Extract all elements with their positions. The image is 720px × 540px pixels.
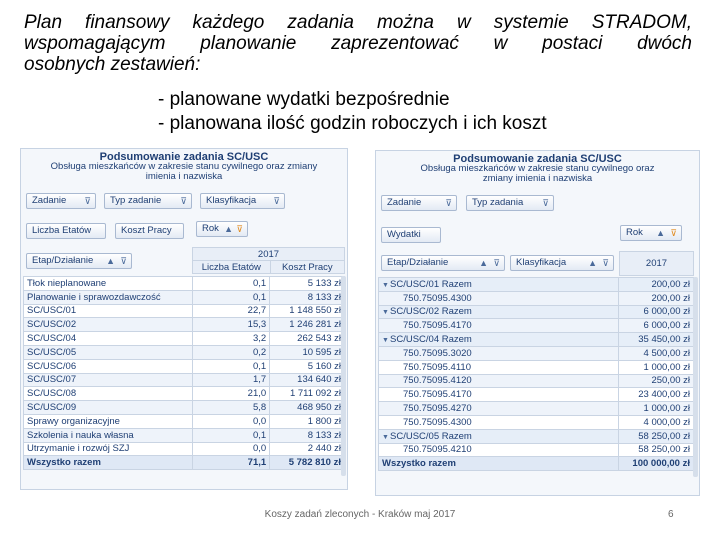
page-number: 6 bbox=[668, 509, 674, 520]
filter-typ-button[interactable] bbox=[466, 195, 554, 211]
table-cell: 200,00 zł bbox=[619, 278, 694, 292]
table-row[interactable] bbox=[24, 456, 345, 470]
table-cell: 15,3 bbox=[192, 318, 269, 332]
table-row[interactable] bbox=[24, 387, 345, 401]
row-label-text: 750.75095.4110 bbox=[403, 361, 471, 373]
button-label: Typ zadanie bbox=[110, 195, 162, 206]
measure-etaty-button[interactable] bbox=[26, 223, 106, 239]
table-row[interactable] bbox=[379, 305, 694, 319]
button-label: Liczba Etatów bbox=[32, 225, 92, 236]
filter-icon: ⊽ bbox=[445, 198, 452, 208]
row-label: SC/USC/02 bbox=[24, 318, 193, 332]
sort-up-icon: ▲ bbox=[588, 258, 597, 268]
table-row[interactable] bbox=[379, 415, 694, 429]
row-label: Sprawy organizacyjne bbox=[24, 414, 193, 428]
table-cell: 10 595 zł bbox=[270, 345, 345, 359]
panel-title-sub: Obsługa mieszkańców w zakresie stanu cywilnego oraz zmiany bbox=[50, 161, 318, 172]
row-label-text: 750.75095.4270 bbox=[403, 403, 472, 415]
row-label-text: 750.75095.3020 bbox=[403, 347, 472, 359]
column-header-table bbox=[619, 251, 694, 276]
table-row[interactable] bbox=[24, 359, 345, 373]
filter-icon: ⊽ bbox=[236, 224, 243, 234]
heading-line: Plan finansowy każdego zadania można w systemie STRADOM, bbox=[24, 12, 692, 33]
row-label: SC/USC/04 bbox=[24, 332, 193, 346]
row-label: SC/USC/08 bbox=[24, 387, 193, 401]
table-cell: 4 000,00 zł bbox=[619, 415, 694, 429]
row-label-text: SC/USC/05 Razem bbox=[390, 430, 472, 442]
row-label bbox=[379, 346, 619, 360]
bullet-list bbox=[158, 88, 547, 136]
row-label: SC/USC/06 bbox=[24, 359, 193, 373]
table-cell: 1 246 281 zł bbox=[270, 318, 345, 332]
year-header: 2017 bbox=[193, 248, 345, 261]
row-label bbox=[379, 319, 619, 333]
row-label-text: SC/USC/01 Razem bbox=[390, 278, 472, 290]
sort-up-icon: ▲ bbox=[479, 258, 488, 268]
row-etap-button[interactable] bbox=[26, 253, 132, 269]
table-cell: 1 000,00 zł bbox=[619, 402, 694, 416]
table-cell: 3,2 bbox=[192, 332, 269, 346]
row-label bbox=[379, 278, 619, 292]
table-cell: 71,1 bbox=[192, 456, 269, 470]
table-row[interactable] bbox=[24, 318, 345, 332]
filter-klasyfikacja-button[interactable] bbox=[200, 193, 285, 209]
table-row[interactable] bbox=[24, 414, 345, 428]
row-label-text: SC/USC/02 Razem bbox=[390, 306, 472, 318]
bullet-item: - planowana ilość godzin roboczych i ich koszt bbox=[158, 113, 547, 134]
filter-icon: ⊽ bbox=[602, 258, 609, 268]
expenses-pivot-panel bbox=[375, 150, 700, 496]
year-header: 2017 bbox=[620, 252, 694, 276]
filter-typ-button[interactable] bbox=[104, 193, 192, 209]
row-label bbox=[379, 305, 619, 319]
filter-icon: ⊽ bbox=[493, 258, 500, 268]
table-cell: 5 782 810 zł bbox=[270, 456, 345, 470]
table-cell: 0,1 bbox=[192, 290, 269, 304]
button-label: Wydatki bbox=[387, 229, 421, 240]
button-label: Etap/Działanie bbox=[387, 257, 449, 268]
table-row[interactable] bbox=[24, 304, 345, 318]
row-label: SC/USC/01 bbox=[24, 304, 193, 318]
table-cell: 0,2 bbox=[192, 345, 269, 359]
row-label bbox=[379, 402, 619, 416]
filter-zadanie-button[interactable] bbox=[26, 193, 96, 209]
row-label bbox=[379, 443, 619, 457]
row-label bbox=[379, 429, 619, 443]
table-row[interactable] bbox=[379, 402, 694, 416]
button-label: Klasyfikacja bbox=[206, 195, 257, 206]
row-label bbox=[379, 415, 619, 429]
panel-title bbox=[376, 151, 699, 184]
table-cell: 5 160 zł bbox=[270, 359, 345, 373]
table-row[interactable] bbox=[24, 332, 345, 346]
row-label-text: 750.75095.4170 bbox=[403, 389, 472, 401]
table-cell: 4 500,00 zł bbox=[619, 346, 694, 360]
table-cell: 21,0 bbox=[192, 387, 269, 401]
row-label-text: 750.75095.4300 bbox=[403, 416, 472, 428]
panel-title-sub: zmiany imienia i nazwiska bbox=[482, 173, 593, 184]
table-row[interactable] bbox=[379, 346, 694, 360]
button-label: Zadanie bbox=[32, 195, 67, 206]
row-label-text: 750.75095.4120 bbox=[403, 375, 472, 387]
row-label bbox=[379, 457, 619, 471]
table-cell: 8 133 zł bbox=[270, 290, 345, 304]
column-rok-button[interactable] bbox=[620, 225, 682, 241]
table-row[interactable] bbox=[379, 388, 694, 402]
table-cell: 0,1 bbox=[192, 359, 269, 373]
filter-zadanie-button[interactable] bbox=[381, 195, 457, 211]
button-label: Koszt Pracy bbox=[121, 225, 172, 236]
table-cell: 22,7 bbox=[192, 304, 269, 318]
sort-up-icon: ▲ bbox=[656, 228, 665, 238]
row-klasyfikacja-button[interactable] bbox=[510, 255, 614, 271]
collapse-icon[interactable]: ▼ bbox=[382, 337, 389, 345]
row-label: Utrzymanie i rozwój SZJ bbox=[24, 442, 193, 456]
table-row[interactable] bbox=[379, 278, 694, 292]
labor-cost-pivot-panel bbox=[20, 148, 348, 490]
row-label bbox=[379, 388, 619, 402]
button-label: Klasyfikacja bbox=[516, 257, 567, 268]
table-cell: 1,7 bbox=[192, 373, 269, 387]
row-label: Wszystko razem bbox=[24, 456, 193, 470]
vertical-scrollbar[interactable] bbox=[693, 277, 698, 477]
table-row[interactable] bbox=[24, 428, 345, 442]
table-row[interactable] bbox=[379, 443, 694, 457]
table-cell: 0,1 bbox=[192, 428, 269, 442]
column-header-table bbox=[192, 247, 345, 274]
measure-wydatki-button[interactable] bbox=[381, 227, 441, 243]
table-cell: 1 148 550 zł bbox=[270, 304, 345, 318]
table-row[interactable] bbox=[24, 401, 345, 415]
table-cell: 6 000,00 zł bbox=[619, 305, 694, 319]
row-label bbox=[379, 374, 619, 388]
table-cell: 1 711 092 zł bbox=[270, 387, 345, 401]
slide-footer: Koszy zadań zleconych - Kraków maj 2017 bbox=[264, 509, 456, 520]
filter-icon: ⊽ bbox=[273, 196, 280, 206]
table-cell: 134 640 zł bbox=[270, 373, 345, 387]
table-cell: 1 000,00 zł bbox=[619, 360, 694, 374]
vertical-scrollbar[interactable] bbox=[341, 276, 346, 476]
labor-cost-table bbox=[23, 276, 345, 470]
table-cell: 1 800 zł bbox=[270, 414, 345, 428]
expenses-table bbox=[378, 277, 694, 471]
column-rok-button[interactable] bbox=[196, 221, 248, 237]
table-row[interactable] bbox=[379, 333, 694, 347]
table-row[interactable] bbox=[379, 429, 694, 443]
col-header-etaty: Liczba Etatów bbox=[193, 261, 271, 274]
table-row[interactable] bbox=[379, 457, 694, 471]
filter-icon: ⊽ bbox=[84, 196, 91, 206]
row-label: Tłok nieplanowane bbox=[24, 277, 193, 291]
row-label: SC/USC/07 bbox=[24, 373, 193, 387]
row-label-text: 750.75095.4300 bbox=[403, 292, 472, 304]
button-label: Rok bbox=[626, 227, 643, 238]
table-row[interactable] bbox=[379, 360, 694, 374]
table-cell: 23 400,00 zł bbox=[619, 388, 694, 402]
table-cell: 58 250,00 zł bbox=[619, 429, 694, 443]
row-label: SC/USC/09 bbox=[24, 401, 193, 415]
bullet-item: - planowane wydatki bezpośrednie bbox=[158, 89, 450, 110]
heading-line: osobnych zestawień: bbox=[24, 54, 201, 75]
button-label: Typ zadania bbox=[472, 197, 524, 208]
table-cell: 5 133 zł bbox=[270, 277, 345, 291]
button-label: Rok bbox=[202, 223, 219, 234]
table-cell: 0,0 bbox=[192, 442, 269, 456]
row-label-text: 750.75095.4170 bbox=[403, 320, 472, 332]
table-row[interactable] bbox=[24, 345, 345, 359]
row-label-text: SC/USC/04 Razem bbox=[390, 334, 472, 346]
panel-title-main: Podsumowanie zadania SC/USC bbox=[99, 151, 269, 163]
row-label bbox=[379, 333, 619, 347]
row-label bbox=[379, 291, 619, 305]
table-row[interactable] bbox=[379, 319, 694, 333]
table-cell: 58 250,00 zł bbox=[619, 443, 694, 457]
filter-icon: ⊽ bbox=[120, 256, 127, 266]
row-label: Szkolenia i nauka własna bbox=[24, 428, 193, 442]
row-label: Planowanie i sprawozdawczość bbox=[24, 290, 193, 304]
table-cell: 262 543 zł bbox=[270, 332, 345, 346]
button-label: Zadanie bbox=[387, 197, 422, 208]
table-row[interactable] bbox=[379, 291, 694, 305]
slide-heading bbox=[24, 12, 692, 75]
table-row[interactable] bbox=[24, 442, 345, 456]
collapse-icon[interactable]: ▼ bbox=[382, 281, 389, 289]
row-label-text: 750.75095.4210 bbox=[403, 444, 472, 456]
button-label: Etap/Działanie bbox=[32, 255, 94, 266]
row-label bbox=[379, 360, 619, 374]
filter-icon: ⊽ bbox=[542, 198, 549, 208]
table-cell: 468 950 zł bbox=[270, 401, 345, 415]
filter-icon: ⊽ bbox=[180, 196, 187, 206]
table-row[interactable] bbox=[24, 290, 345, 304]
table-row[interactable] bbox=[379, 374, 694, 388]
table-cell: 0,1 bbox=[192, 277, 269, 291]
collapse-icon[interactable]: ▼ bbox=[382, 309, 389, 317]
collapse-icon[interactable]: ▼ bbox=[382, 433, 389, 441]
table-cell: 250,00 zł bbox=[619, 374, 694, 388]
table-row[interactable] bbox=[24, 277, 345, 291]
table-cell: 5,8 bbox=[192, 401, 269, 415]
table-cell: 200,00 zł bbox=[619, 291, 694, 305]
filter-icon: ⊽ bbox=[670, 228, 677, 238]
table-cell: 35 450,00 zł bbox=[619, 333, 694, 347]
measure-koszt-button[interactable] bbox=[115, 223, 184, 239]
row-label-text: Wszystko razem bbox=[382, 458, 456, 470]
panel-title-sub: Obsługa mieszkańców w zakresie stanu cywilnego oraz bbox=[420, 163, 655, 174]
panel-title bbox=[21, 149, 347, 182]
heading-line: wspomagającym planowanie zaprezentować w postaci dwóch bbox=[24, 33, 692, 54]
row-label: SC/USC/05 bbox=[24, 345, 193, 359]
row-etap-button[interactable] bbox=[381, 255, 505, 271]
sort-up-icon: ▲ bbox=[106, 256, 115, 266]
table-cell: 8 133 zł bbox=[270, 428, 345, 442]
sort-up-icon: ▲ bbox=[224, 224, 233, 234]
table-row[interactable] bbox=[24, 373, 345, 387]
panel-title-sub: imienia i nazwiska bbox=[145, 171, 223, 182]
table-cell: 2 440 zł bbox=[270, 442, 345, 456]
table-cell: 0,0 bbox=[192, 414, 269, 428]
col-header-koszt: Koszt Pracy bbox=[270, 261, 344, 274]
table-cell: 100 000,00 zł bbox=[619, 457, 694, 471]
panel-title-main: Podsumowanie zadania SC/USC bbox=[453, 153, 622, 165]
table-cell: 6 000,00 zł bbox=[619, 319, 694, 333]
